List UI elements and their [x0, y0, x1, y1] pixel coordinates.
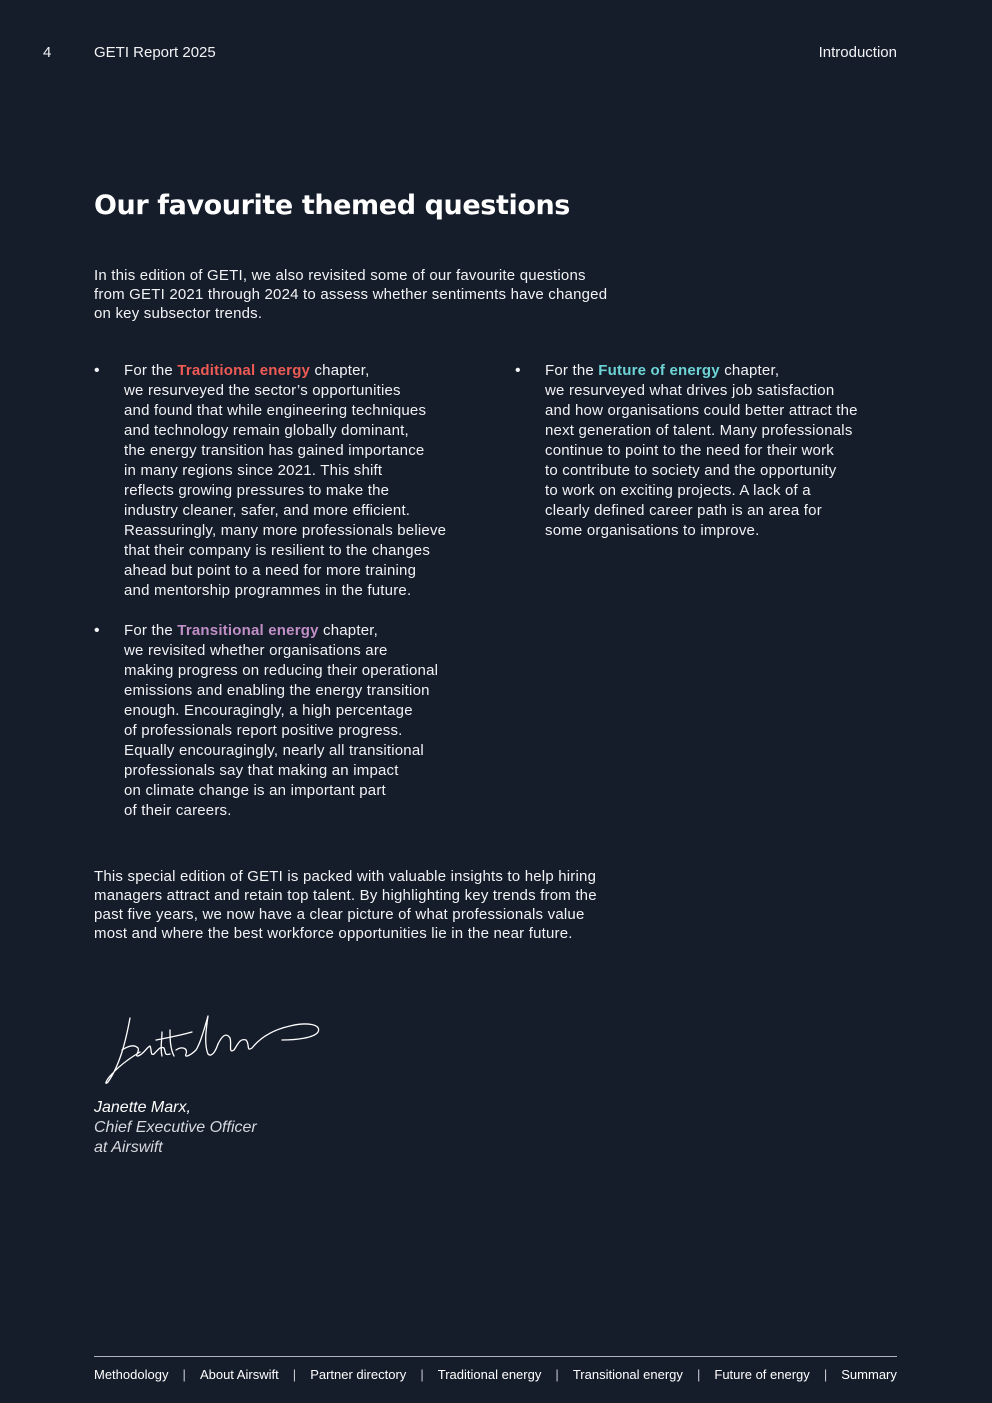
footer-separator: |: [555, 1367, 559, 1382]
signer-role: Chief Executive Officer: [94, 1119, 257, 1136]
bullet-future-of-energy: [515, 361, 915, 541]
footer-separator: |: [420, 1367, 424, 1382]
footer-separator: |: [823, 1367, 828, 1382]
bullet-traditional-energy: [94, 361, 494, 601]
future-of-energy-highlight: Future of energy: [598, 362, 720, 379]
bullet-suffix: chapter,: [318, 622, 378, 639]
closing-paragraph: This special edition of GETI is packed with valuable insights to help hiring managers attract and retain top talent. By highlighting key trends from the past five years, we now have a clear picture of what professionals value most and where the best workforce opportunities lie in the near future.: [94, 868, 597, 942]
signer-block: [94, 1098, 257, 1158]
footer-link-methodology[interactable]: Methodology: [94, 1367, 169, 1382]
footer-link-partner-directory[interactable]: Partner directory: [310, 1367, 407, 1382]
bullet-prefix: For the: [124, 622, 178, 639]
page-title: Our favourite themed questions: [94, 190, 570, 221]
report-title: GETI Report 2025: [94, 44, 216, 61]
footer-link-about-airswift[interactable]: About Airswift: [199, 1367, 279, 1382]
bullet-lead: [545, 361, 915, 381]
traditional-energy-highlight: Traditional energy: [177, 362, 311, 379]
bullet-prefix: For the: [545, 362, 599, 379]
signature-image: [100, 1010, 330, 1090]
bullet-dot-icon: •: [94, 622, 100, 639]
footer-separator: |: [292, 1367, 297, 1382]
bullet-list-left: [94, 361, 494, 841]
signer-company: at Airswift: [94, 1139, 163, 1156]
footer-divider: [94, 1356, 897, 1357]
footer-separator: |: [182, 1367, 186, 1382]
footer-link-transitional-energy[interactable]: Transitional energy: [572, 1367, 683, 1382]
section-name: Introduction: [818, 44, 897, 61]
bullet-dot-icon: •: [515, 362, 521, 379]
bullet-body: we revisited whether organisations are making progress on reducing their operational emissions and enabling the energy transition enough. Encouragingly, a high percentage of professionals report positive progress. Equally encouragingly, nearly all transitional professionals say that making an impact on climate change is an important part of their careers.: [124, 642, 439, 819]
bullet-prefix: For the: [124, 362, 178, 379]
bullet-body: we resurveyed the sector’s opportunities and found that while engineering techniques and technology remain globally dominant, the energy transition has gained importance in many regions since 2021. This shift reflects growing pressures to make the industry cleaner, safer, and more efficient. Reassuringly, many more professionals believe that their company is resilient to the changes ahead but point to a need for more training and mentorship programmes in the future.: [124, 382, 447, 599]
bullet-dot-icon: •: [94, 362, 100, 379]
footer-link-summary[interactable]: Summary: [841, 1367, 897, 1382]
footer-link-future-of-energy[interactable]: Future of energy: [714, 1367, 810, 1382]
bullet-lead: [124, 361, 494, 381]
bullet-body: we resurveyed what drives job satisfaction and how organisations could better attract the next generation of talent. Many professionals continue to point to the need for their work to contribute to society and the opportunity to work on exciting projects. A lack of a clearly defined career path is an area for some organisations to improve.: [545, 382, 858, 539]
bullet-suffix: chapter,: [719, 362, 780, 379]
footer-nav: [94, 1367, 897, 1382]
bullet-lead: [124, 621, 494, 641]
signer-name: Janette Marx,: [94, 1099, 191, 1116]
bullet-transitional-energy: [94, 621, 494, 821]
transitional-energy-highlight: Transitional energy: [177, 622, 319, 639]
footer-link-traditional-energy[interactable]: Traditional energy: [437, 1367, 542, 1382]
footer-separator: |: [696, 1367, 701, 1382]
intro-paragraph: In this edition of GETI, we also revisited some of our favourite questions from GETI 2021 through 2024 to assess whether sentiments have changed on key subsector trends.: [94, 267, 608, 322]
bullet-list-right: [515, 361, 915, 561]
page-number: 4: [43, 44, 52, 61]
bullet-suffix: chapter,: [310, 362, 370, 379]
